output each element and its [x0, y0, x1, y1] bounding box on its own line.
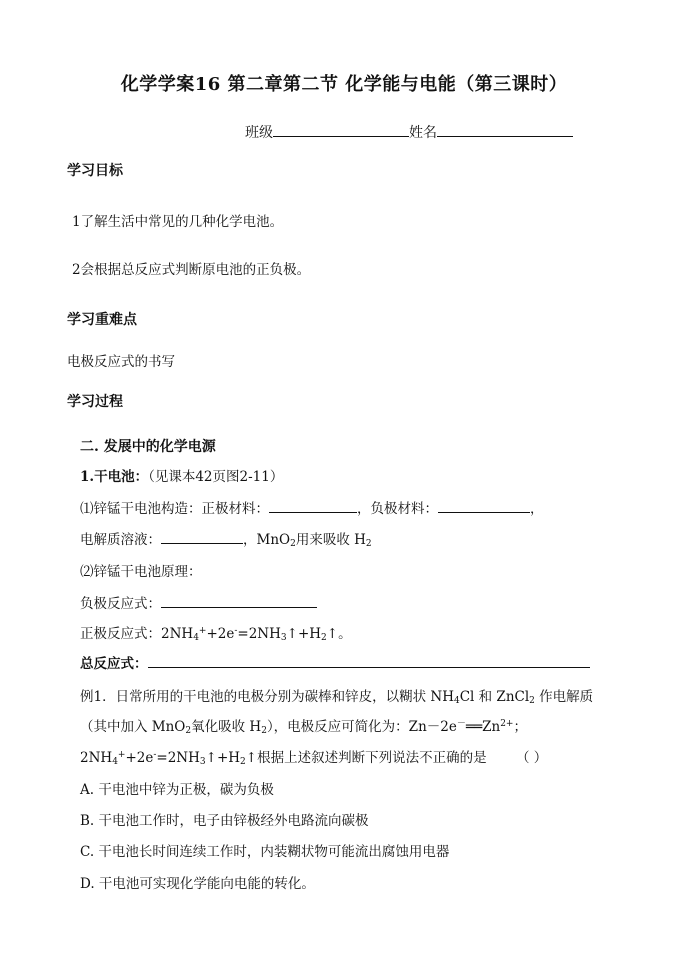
subscript: 3: [280, 633, 287, 643]
superscript: 2+: [500, 719, 514, 729]
key-text: 电极反应式的书写: [67, 354, 175, 370]
ex-text: 2NH: [80, 750, 113, 766]
ex-text: =2NH: [156, 750, 200, 766]
goals-heading: 学习目标: [67, 163, 123, 179]
ex-text: ↑+H: [205, 750, 241, 766]
name-blank[interactable]: [437, 122, 573, 137]
ex-text: （其中加入 MnO: [80, 719, 186, 735]
structure-question: [80, 497, 544, 517]
goal-2: 2会根据总反应式判断原电池的正负极。: [72, 262, 311, 278]
eq-part: =2NH: [237, 626, 281, 642]
negative-equation-line: [80, 592, 317, 612]
subscript: 2: [185, 726, 192, 736]
subscript: 2: [529, 696, 535, 706]
section-2-heading: 二. 发展中的化学电源: [80, 439, 216, 455]
total-label: 总反应式：: [80, 656, 148, 672]
key-heading: 学习重难点: [67, 312, 137, 328]
ex-text: ══Zn: [465, 719, 501, 735]
subscript: 4: [193, 633, 199, 643]
eq-part: ↑。: [326, 626, 352, 642]
structure-end: ，: [530, 501, 544, 517]
example-1-line-2: [80, 715, 527, 736]
process-heading: 学习过程: [67, 394, 123, 410]
option-a[interactable]: A. 干电池中锌为正极，碳为负极: [80, 782, 274, 798]
electrolyte-end: 用来吸收 H: [295, 532, 366, 548]
option-b[interactable]: B. 干电池工作时，电子由锌极经外电路流向碳极: [80, 813, 369, 829]
superscript: +: [198, 626, 207, 636]
structure-mid: ，负极材料：: [357, 501, 438, 517]
example-1-line-3: [80, 746, 487, 767]
dry-cell-line: [80, 465, 283, 485]
class-blank[interactable]: [273, 122, 409, 137]
negative-material-blank[interactable]: [438, 499, 530, 514]
ex-text: 例1．日常所用的干电池的电极分别为碳棒和锌皮，以糊状 NH: [80, 689, 454, 705]
ex-text: Cl 和 ZnCl: [459, 689, 530, 705]
electrolyte-question: [80, 528, 372, 549]
superscript: -: [153, 750, 157, 760]
principle-question: ⑵锌锰干电池原理：: [80, 564, 202, 580]
structure-prefix: ⑴锌锰干电池构造：正极材料：: [80, 501, 269, 517]
subscript: 2: [240, 757, 246, 767]
superscript: -: [234, 626, 238, 636]
answer-paren[interactable]: （ ）: [516, 750, 548, 766]
subscript: 2: [321, 633, 327, 643]
electrolyte-prefix: 电解质溶液：: [80, 532, 161, 548]
total-equation-line: [80, 652, 590, 672]
option-d[interactable]: D. 干电池可实现化学能向电能的转化。: [80, 876, 315, 892]
ex-text: +2e: [125, 750, 154, 766]
positive-equation-line: [80, 622, 352, 643]
goal-1: 1了解生活中常见的几种化学电池。: [72, 214, 284, 230]
negative-label: 负极反应式：: [80, 596, 161, 612]
positive-label: 正极反应式：: [80, 626, 161, 642]
superscript: －: [456, 719, 466, 729]
class-label: 班级: [245, 125, 273, 141]
example-1-line-1: [80, 685, 593, 706]
dry-cell-ref: （见课本42页图2-11）: [148, 469, 284, 485]
page-title: 化学学案16 第二章第二节 化学能与电能（第三课时）: [120, 74, 568, 95]
ex-text: ↑根据上述叙述判断下列说法不正确的是: [245, 750, 487, 766]
electrolyte-blank[interactable]: [161, 530, 243, 545]
superscript: +: [117, 750, 126, 760]
subscript: 4: [453, 696, 460, 706]
subscript: 2: [365, 539, 372, 549]
eq-part: 2NH: [161, 626, 194, 642]
name-label: 姓名: [409, 125, 437, 141]
dry-cell-title: 1.干电池：: [80, 469, 149, 485]
ex-text: 作电解质: [534, 689, 594, 705]
subscript: 4: [112, 757, 118, 767]
ex-text: ），电极反应可简化为：Zn－2e: [266, 719, 457, 735]
ex-text: ；: [513, 719, 527, 735]
negative-equation-blank[interactable]: [161, 594, 317, 609]
positive-material-blank[interactable]: [269, 499, 357, 514]
subscript: 2: [261, 726, 267, 736]
electrolyte-mid: ，MnO: [243, 532, 291, 548]
option-c[interactable]: C. 干电池长时间连续工作时，内装糊状物可能流出腐蚀用电器: [80, 844, 450, 860]
class-name-line: [245, 122, 573, 142]
ex-text: 氧化吸收 H: [191, 719, 262, 735]
subscript: 2: [290, 539, 296, 549]
total-equation-blank[interactable]: [148, 654, 590, 669]
subscript: 3: [199, 757, 206, 767]
eq-part: +2e: [206, 626, 235, 642]
eq-part: ↑+H: [286, 626, 322, 642]
